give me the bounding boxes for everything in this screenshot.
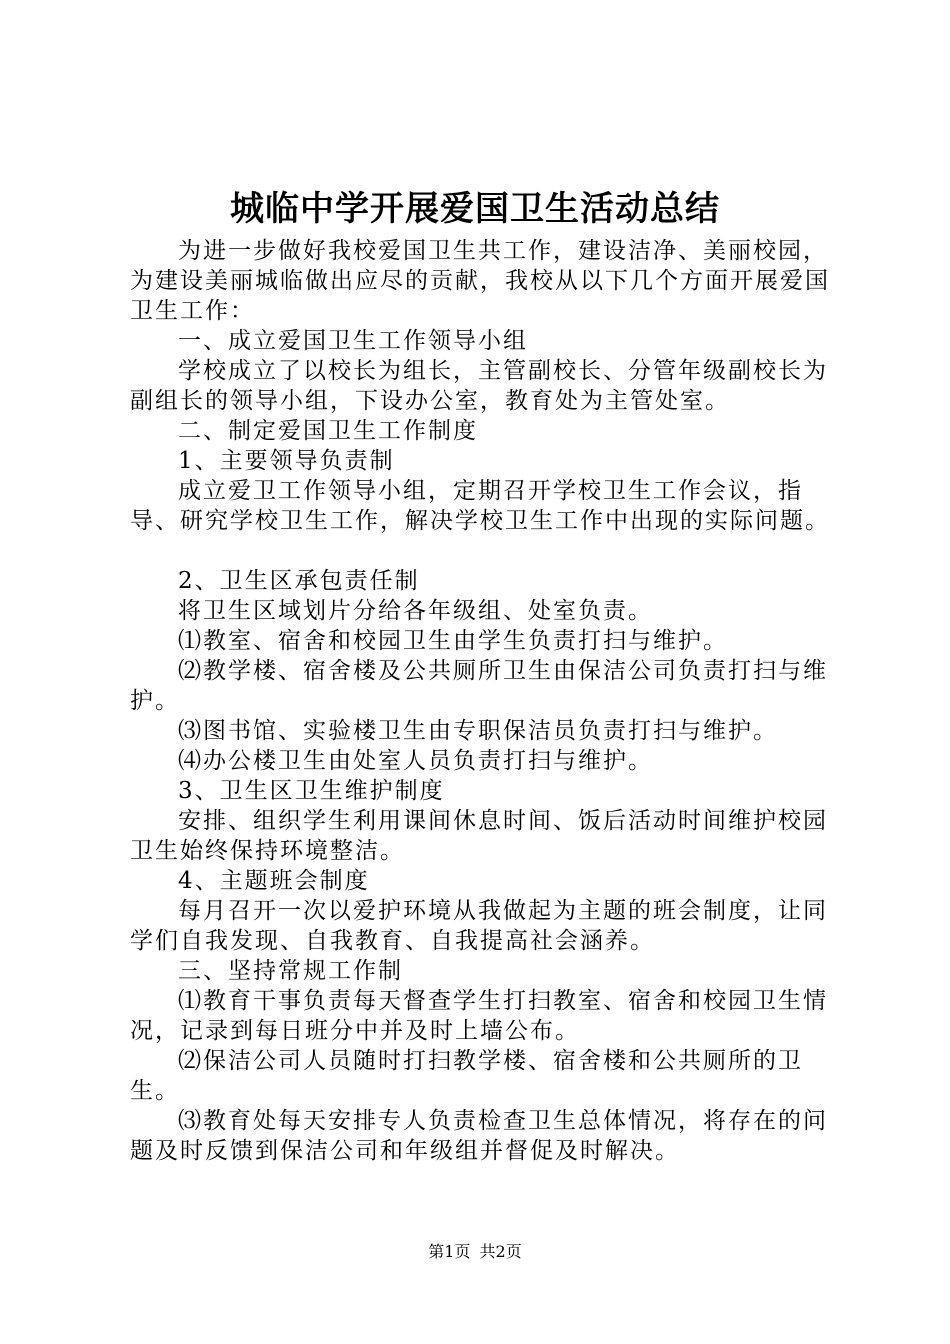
list-item: ⑴教育干事负责每天督查学生打扫教室、宿舍和校园卫生情况，记录到每日班分中并及时上墙公布。 bbox=[130, 988, 828, 1044]
list-item: ⑵教学楼、宿舍楼及公共厕所卫生由保洁公司负责打扫与维护。 bbox=[130, 658, 828, 714]
document-body bbox=[130, 236, 850, 1166]
paragraph: 将卫生区域划片分给各年级组、处室负责。 bbox=[178, 598, 653, 624]
section-heading-1: 一、成立爱国卫生工作领导小组 bbox=[178, 328, 528, 354]
paragraph-intro: 为进一步做好我校爱国卫生共工作，建设洁净、美丽校园，为建设美丽城临做出应尽的贡献，我校从以下几个方面开展爱国卫生工作： bbox=[130, 238, 830, 324]
list-item: ⑷办公楼卫生由处室人员负责打扫与维护。 bbox=[178, 748, 653, 774]
paragraph: 成立爱卫工作领导小组，定期召开学校卫生工作会议，指导、研究学校卫生工作，解决学校卫生工作中出现的实际问题。 bbox=[130, 478, 830, 534]
list-item: ⑵保洁公司人员随时打扫教学楼、宿舍楼和公共厕所的卫生。 bbox=[130, 1048, 803, 1104]
subsection-heading: 1、主要领导负责制 bbox=[178, 448, 395, 474]
paragraph: 安排、组织学生利用课间休息时间、饭后活动时间维护校园卫生始终保持环境整洁。 bbox=[130, 808, 828, 864]
subsection-heading: 3、卫生区卫生维护制度 bbox=[178, 778, 445, 804]
section-heading-3: 三、坚持常规工作制 bbox=[178, 958, 403, 984]
paragraph: 学校成立了以校长为组长，主管副校长、分管年级副校长为副组长的领导小组，下设办公室，教育处为主管处室。 bbox=[130, 358, 828, 414]
page-number: 第1页 bbox=[428, 1242, 471, 1261]
document-title: 城临中学开展爱国卫生活动总结 bbox=[230, 189, 720, 229]
list-item: ⑴教室、宿舍和校园卫生由学生负责打扫与维护。 bbox=[178, 628, 728, 654]
page-footer bbox=[0, 1240, 950, 1264]
paragraph: 每月召开一次以爱护环境从我做起为主题的班会制度，让同学们自我发现、自我教育、自我提高社会涵养。 bbox=[130, 898, 828, 954]
list-item: ⑶图书馆、实验楼卫生由专职保洁员负责打扫与维护。 bbox=[178, 718, 778, 744]
subsection-heading: 2、卫生区承包责任制 bbox=[178, 568, 420, 594]
subsection-heading: 4、主题班会制度 bbox=[178, 868, 370, 894]
section-heading-2: 二、制定爱国卫生工作制度 bbox=[178, 418, 478, 444]
list-item: ⑶教育处每天安排专人负责检查卫生总体情况，将存在的问题及时反馈到保洁公司和年级组并督促及时解决。 bbox=[130, 1108, 828, 1164]
page-total: 共2页 bbox=[479, 1242, 522, 1261]
